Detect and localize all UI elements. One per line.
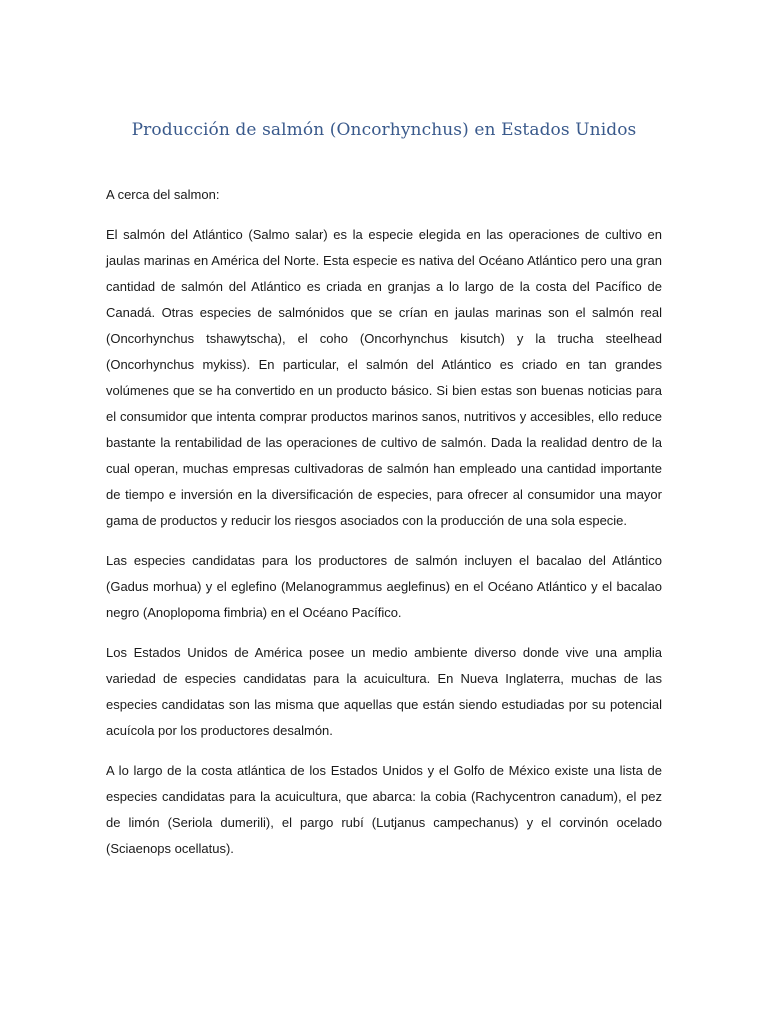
page-title: Producción de salmón (Oncorhynchus) en Estados Unidos (131, 120, 637, 140)
document-body (106, 182, 662, 876)
paragraph-atlantic-salmon: El salmón del Atlántico (Salmo salar) es la especie elegida en las operaciones de cultivo en jaulas marinas en América del Norte. Esta especie es nativa del Océano Atlántico pero una gran cantidad de salmón del Atlántico es criada en granjas a lo largo de la costa del Pacífico de Canadá. Otras especies de salmónidos que se crían en jaulas marinas son el salmón real (Oncorhynchus tshawytscha), el coho (Oncorhynchus kisutch) y la trucha steelhead (Oncorhynchus mykiss). En particular, el salmón del Atlántico es criado en tan grandes volúmenes que se ha convertido en un producto básico. Si bien estas son buenas noticias para el consumidor que intenta comprar productos marinos sanos, nutritivos y accesibles, ello reduce bastante la rentabilidad de las operaciones de cultivo de salmón. Dada la realidad dentro de la cual operan, muchas empresas cultivadoras de salmón han empleado una cantidad importante de tiempo e inversión en la diversificación de especies, para ofrecer al consumidor una mayor gama de productos y reducir los riesgos asociados con la producción de una sola especie. (106, 227, 662, 528)
paragraph-candidate-species: Las especies candidatas para los productores de salmón incluyen el bacalao del Atlántico (Gadus morhua) y el eglefino (Melanogrammus aeglefinus) en el Océano Atlántico y el bacalao negro (Anoplopoma fimbria) en el Océano Pacífico. (106, 553, 662, 620)
intro-heading: A cerca del salmon: (106, 187, 220, 202)
paragraph-atlantic-coast: A lo largo de la costa atlántica de los Estados Unidos y el Golfo de México existe una lista de especies candidatas para la acuicultura, que abarca: la cobia (Rachycentron canadum), el pez de limón (Seriola dumerili), el pargo rubí (Lutjanus campechanus) y el corvinón ocelado (Sciaenops ocellatus). (106, 763, 662, 856)
paragraph-united-states: Los Estados Unidos de América posee un medio ambiente diverso donde vive una amplia variedad de especies candidatas para la acuicultura. En Nueva Inglaterra, muchas de las especies candidatas son las misma que aquellas que están siendo estudiadas por su potencial acuícola por los productores desalmón. (106, 645, 662, 738)
